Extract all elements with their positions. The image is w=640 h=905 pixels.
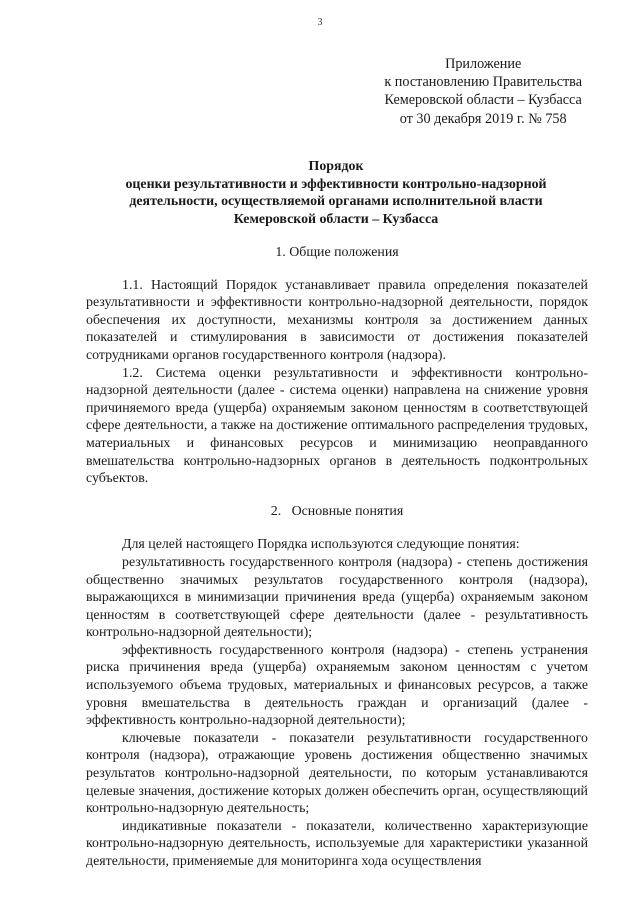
document-title [86,158,586,228]
appendix-block [384,55,582,128]
paragraph: индикативные показатели - показатели, количественно характеризующие контрольно-надзорную деятельность, используемые для характеристики указанной деятельности, применяемые для мониторинга хода осуществления [86,818,588,869]
appendix-line: Кемеровской области – Кузбасса [384,92,582,109]
document-body [86,244,588,871]
section-heading-general: 1. Общие положения [275,245,399,260]
title-line: оценки результативности и эффективности контрольно-надзорной [125,176,547,192]
paragraph: 1.1. Настоящий Порядок устанавливает правила определения показателей результативности и эффективности контрольно-надзорной деятельности, порядок обеспечения их доступности, механизмы контроля за достижением данных показателей и стимулирования в зависимости от достижения показателей сотрудниками органов государственного контроля (надзора). [86,277,588,363]
title-line: Кемеровской области – Кузбасса [233,211,439,227]
title-line: деятельности, осуществляемой органами исполнительной власти [129,194,543,210]
paragraph: ключевые показатели - показатели результативности государственного контроля (надзора), отражающие уровень достижения общественно значимых результатов контрольно-надзорной деятельности, по которым устанавливаются целевые значения, достижение которых должен обеспечить орган, осуществляющий контрольно-надзорную деятельность; [86,730,588,817]
paragraph: Для целей настоящего Порядка используются следующие понятия: [122,537,520,553]
paragraph: результативность государственного контроля (надзора) - степень достижения общественно значимых результатов государственного контроля (надзора), выражающихся в минимизации причинения вреда (ущерба) охраняемым законом ценностям в соответствующей сфере деятельности (далее - результативность контрольно-надзорной деятельности); [86,554,588,641]
appendix-line: Приложение [445,56,522,72]
paragraph: 1.2. Система оценки результативности и эффективности контрольно-надзорной деятельности (далее - система оценки) направлена на снижение уровня причиняемого вреда (ущерба) охраняемым законом ценностям в соответствующей сфере деятельности, а также на достижение оптимального распределения трудовых, материальных и финансовых ресурсов и минимизацию неоправданного вмешательства контрольно-надзорных органов в деятельность подконтрольных субъектов. [86,365,588,487]
appendix-line: от 30 декабря 2019 г. № 758 [399,110,567,127]
paragraph: эффективность государственного контроля (надзора) - степень устранения риска причинения вреда (ущерба) охраняемым законом ценностям с учетом используемого объема трудовых, материальных и финансовых ресурсов, а также уровня вмешательства в деятельность граждан и организаций (далее - эффективность контрольно-надзорной деятельности); [86,642,588,729]
section-heading-concepts: 2. Основные понятия [270,503,404,519]
title-line: Порядок [308,159,364,174]
page-number: 3 [317,17,323,28]
appendix-line: к постановлению Правительства [384,74,582,91]
